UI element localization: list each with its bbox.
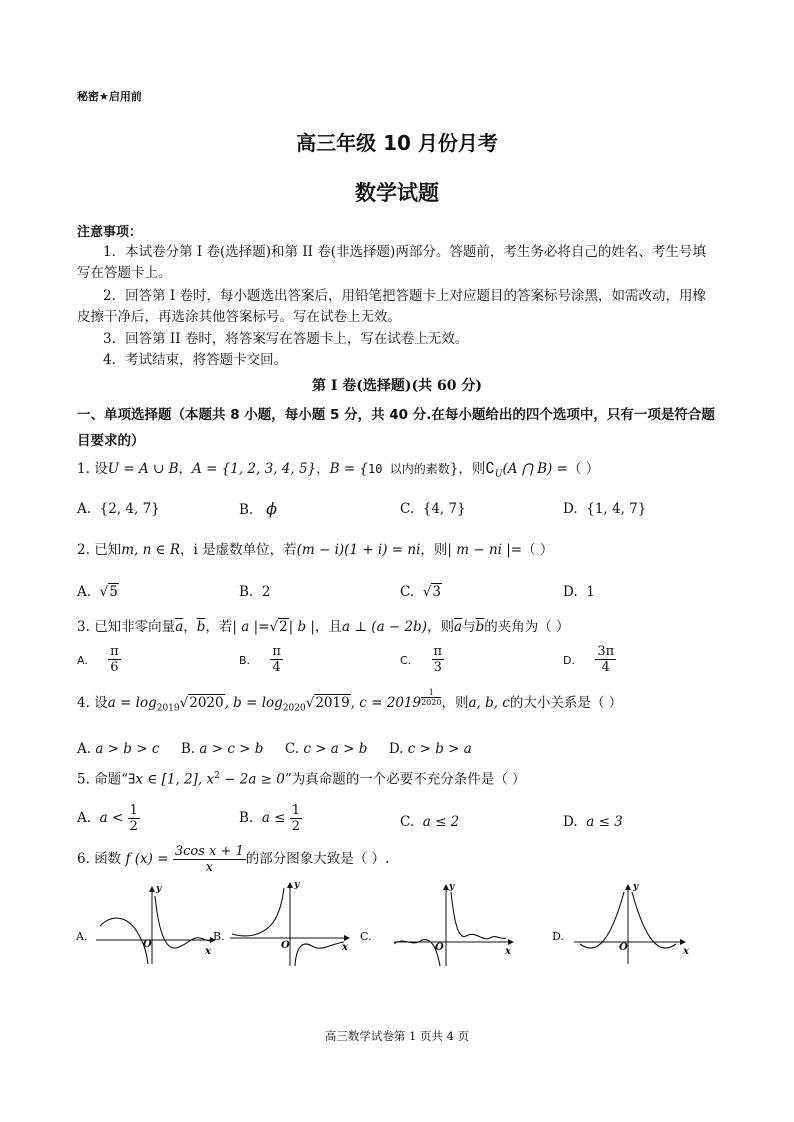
curve-right [451, 892, 506, 939]
option-numerator: π [433, 644, 443, 659]
option-text: {4, 7} [422, 501, 466, 517]
origin-label-d: O [619, 942, 628, 953]
q4-vars: a, b, c [468, 695, 510, 711]
q4-number: 4. [77, 695, 90, 711]
option-denominator: 2 [129, 819, 138, 834]
option-radicand: 5 [109, 584, 118, 600]
q4-options [77, 739, 472, 759]
q4-text: 设 [94, 695, 108, 711]
q3-then: ，则 [427, 619, 455, 635]
q2-number: 2. [77, 542, 90, 558]
q5-option-a [77, 803, 140, 834]
option-text: 2 [261, 584, 271, 600]
question-4: 4. 设$a = \log_{2019}√2020$, $b = \log_{2020}√2019$, c = 2019 $\frac{1}{2020}$ ，则a, b, c的大小关系是（ ） [77, 688, 623, 714]
curve-left [100, 918, 148, 964]
option-label: B. [239, 654, 251, 667]
q3-and: ，且 [314, 619, 342, 635]
q1-text: 设 [94, 461, 108, 477]
q6-text-2: 的部分图象大致是（ ）. [245, 851, 390, 867]
q5-option-b [239, 803, 302, 834]
q1-expr-u: U = A ∪ B [107, 461, 179, 477]
x-label-a: x [205, 946, 211, 957]
q3-perp: a ⊥ (a − 2b) [341, 619, 428, 635]
q4-comma: , [350, 695, 355, 711]
option-text: {1, 4, 7} [586, 501, 647, 517]
option-label: A. [77, 741, 92, 757]
q4-blank: 的大小关系是（ ） [509, 695, 623, 711]
q4-option-a: a > b > c [95, 741, 160, 757]
question-2 [77, 540, 553, 560]
complement-symbol: ∁ [485, 459, 495, 477]
option-label: B. [239, 584, 254, 600]
q6-text: 函数 [94, 851, 122, 867]
curve-right [632, 892, 676, 948]
y-axis-arrow [625, 884, 631, 890]
q2-option-a: A. √5 [77, 584, 118, 600]
vector-b: $\overline{b}$ [196, 619, 206, 635]
graph-d-label: D. [552, 930, 564, 943]
vector-a: $\overline{a}$ [175, 619, 184, 635]
notice-item-4: 4．考试结束，将答题卡交回。 [103, 352, 288, 368]
option-label: B. [239, 810, 254, 826]
vector-b-2: $\overline{b}$ [475, 619, 485, 635]
q3-option-a [77, 644, 121, 675]
q3-option-c [400, 644, 444, 675]
q2-equation: (m − i)(1 + i) = ni [296, 542, 421, 558]
option-label: D. [563, 584, 578, 600]
q1-sep-1: ， [178, 461, 193, 477]
option-denominator: 2 [291, 819, 301, 834]
question-5 [77, 766, 526, 790]
option-numerator: 3π [597, 644, 615, 659]
q1-number: 1. [77, 461, 90, 477]
q6-number: 6. [77, 851, 90, 867]
q2-text: 已知 [94, 542, 122, 558]
q3-if: ，若 [205, 619, 233, 635]
q1-expr-b: B = { [329, 461, 369, 477]
q3-option-b [239, 644, 283, 675]
q1-sep-2: ， [316, 461, 330, 477]
option-numerator: π [272, 644, 281, 659]
option-label: D. [388, 741, 404, 757]
q1-primes: 10 以内的素数 [368, 462, 450, 476]
q6-denominator: x [205, 860, 213, 875]
exam-title: 高三年级 10 月份月考 [296, 131, 498, 155]
option-text: a ≤ 2 [422, 814, 460, 830]
q5-exponent: 2 [214, 771, 220, 781]
y-label-d: y [633, 882, 639, 892]
q1-blank: （ ） [567, 461, 600, 477]
notice-heading: 注意事项： [77, 225, 143, 240]
q5-text: 命题“ [94, 771, 129, 788]
q3-norm-a: | a |= [232, 619, 270, 635]
q5-expr-2: − 2a ≥ 0 [219, 771, 285, 788]
option-denominator: 6 [110, 660, 119, 675]
notice-item-1: 1．本试卷分第 I 卷(选择题)和第 II 卷(非选择题)两部分。答题前，考生务必将自己的姓名、考生号填写在答题卡上。 [77, 244, 706, 281]
option-text: a < [99, 810, 124, 826]
q2-option-b [239, 582, 270, 602]
q3-radicand: 2 [279, 619, 288, 635]
q2-blank: （ ） [522, 542, 554, 558]
q3-norm-b: | b | [288, 619, 315, 635]
option-label: C. [400, 501, 415, 517]
option-text: a ≤ 3 [586, 814, 623, 830]
q1-complement-sub: U [494, 469, 503, 480]
origin-label-a: O [143, 939, 152, 950]
section1-heading: 一、单项选择题（本题共 8 小题，每小题 5 分，共 40 分.在每小题给出的四个选项中，只有一项是符合题目要求的） [77, 407, 715, 449]
graph-b-label: B. [213, 930, 225, 943]
option-label: A. [77, 810, 92, 826]
x-label-b: x [342, 942, 348, 953]
q3-number: 3. [77, 619, 90, 635]
q4-base-2: 2020 [282, 703, 306, 714]
q5-number: 5. [77, 771, 90, 788]
q1-option-a [77, 499, 160, 519]
option-numerator: 1 [129, 803, 138, 818]
curve-left [580, 892, 624, 948]
x-label-c: x [505, 946, 511, 957]
q4-c: c = 2019 [359, 695, 422, 711]
q1-then: ，则 [458, 461, 486, 477]
option-label: D. [563, 501, 578, 517]
x-label-d: x [683, 946, 689, 957]
curve-left [394, 940, 440, 966]
option-text: {2, 4, 7} [99, 501, 160, 517]
graph-c-label: C. [360, 930, 372, 943]
q1-brace: } [449, 461, 459, 477]
q2-text-2: ，i 是虚数单位，若 [180, 542, 297, 558]
q2-then: ，则 [420, 542, 448, 558]
q4-radicand-2: 2019 [315, 695, 350, 711]
question-3: 3. 已知非零向量$\overline{a}$，$\overline{b}$，若| a |=√2| b |，且a ⊥ (a − 2b)，则$\overline{a}$与$\overline{b}$的夹角为（ ） [77, 619, 570, 635]
option-label: A. [77, 501, 92, 517]
graph-a [92, 886, 216, 966]
option-denominator: 4 [272, 660, 281, 675]
option-label: A. [77, 654, 88, 667]
origin-label-b: O [281, 940, 290, 951]
y-label-a: y [156, 884, 162, 894]
subject-title: 数学试题 [355, 181, 439, 205]
q1-expr-a: A = {1, 2, 3, 4, 5} [192, 461, 317, 477]
vector-a-2: $\overline{a}$ [454, 619, 463, 635]
question-6 [77, 844, 389, 875]
notice-item-3: 3．回答第 II 卷时，将答案写在答题卡上，写在试卷上无效。 [103, 331, 469, 347]
q3-option-d [563, 644, 616, 675]
q4-option-b: a > c > b [199, 741, 264, 757]
origin-label-c: O [435, 942, 444, 953]
option-label: A. [77, 584, 92, 600]
q5-text-2: ”为真命题的一个必要不充分条件是（ ） [284, 771, 526, 788]
option-label: C. [284, 741, 300, 757]
y-axis-arrow [287, 882, 293, 888]
part1-title: 第 I 卷(选择题)(共 60 分) [311, 378, 483, 394]
q3-with: 与 [462, 619, 476, 635]
graph-d [570, 884, 694, 966]
q2-option-d [563, 582, 595, 602]
curve-left [232, 888, 284, 936]
option-label: B. [239, 502, 254, 518]
q4-b: , b = log [224, 695, 283, 711]
q3-sep: ， [183, 619, 197, 635]
page-footer: 高三数学试卷第 1 页共 4 页 [324, 1029, 470, 1043]
option-denominator: 3 [433, 660, 442, 675]
option-numerator: π [110, 644, 119, 659]
option-label: D. [563, 814, 578, 830]
q1-option-c [400, 499, 466, 519]
x-axis-arrow [508, 939, 514, 945]
q2-expr: m, n ∈ R [121, 542, 181, 558]
option-text: 1 [586, 584, 595, 600]
q3-blank: 的夹角为（ ） [484, 619, 570, 635]
confidential-label: 秘密★启用前 [77, 90, 142, 103]
x-axis-arrow [680, 939, 686, 945]
option-label: C. [400, 584, 415, 600]
q4-exp-num: 1 [421, 688, 441, 698]
q4-option-d: c > b > a [407, 741, 472, 757]
q4-option-c: c > a > b [303, 741, 368, 757]
q3-text: 已知非零向量 [94, 619, 176, 635]
q1-option-b [239, 499, 277, 520]
q6-function: f (x) = [125, 851, 169, 867]
q4-exp-den: 2020 [421, 698, 442, 707]
q5-option-c [400, 812, 459, 832]
question-1 [77, 458, 599, 485]
x-axis-arrow [344, 935, 350, 941]
q2-option-c: C. √3 [400, 584, 441, 600]
y-label-b: y [294, 880, 300, 890]
graph-c [390, 884, 514, 968]
option-label: C. [400, 654, 412, 667]
option-denominator: 4 [601, 660, 610, 675]
option-text: a ≤ [261, 810, 286, 826]
q6-numerator: 3cos x + 1 [174, 844, 244, 859]
graph-b [226, 882, 350, 968]
y-label-c: y [449, 882, 455, 892]
graph-a-label: A. [76, 930, 88, 943]
q1-expr-set: (A ⋂ B) = [502, 461, 568, 477]
q2-modulus: | m − ni |= [447, 542, 523, 558]
q4-then: ，则 [441, 695, 469, 711]
y-axis-arrow [149, 886, 155, 892]
option-label: D. [563, 654, 575, 667]
option-label: B. [180, 741, 196, 757]
q5-expr: ∃x ∈ [1, 2], x [128, 771, 215, 788]
q5-option-d [563, 812, 623, 832]
q4-base-1: 2019 [156, 703, 180, 714]
option-label: C. [400, 814, 415, 830]
option-numerator: 1 [291, 803, 301, 818]
notice-item-2: 2．回答第 I 卷时，每小题选出答案后，用铅笔把答题卡上对应题目的答案标号涂黑，如需改动，用橡皮擦干净后，再选涂其他答案标号。写在试卷上无效。 [77, 288, 707, 325]
option-text: ϕ [266, 499, 277, 518]
q4-a: a = log [107, 695, 157, 711]
option-radicand: 3 [432, 584, 441, 600]
q4-radicand-1: 2020 [189, 695, 224, 711]
curve-right [295, 942, 344, 966]
q1-option-d [563, 499, 646, 519]
